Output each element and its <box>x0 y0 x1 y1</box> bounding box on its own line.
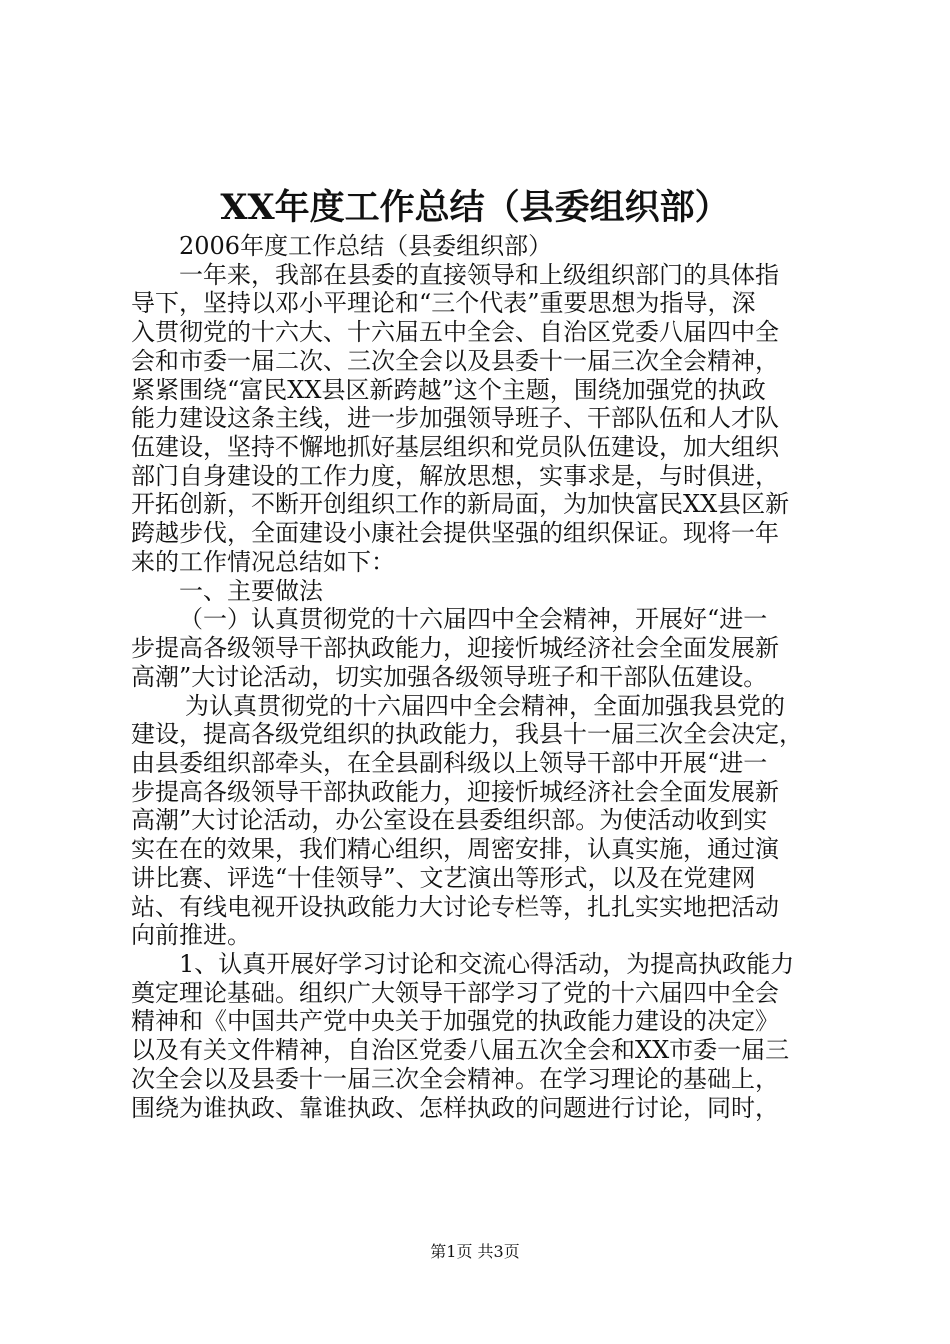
paragraph-line: 开拓创新，不断开创组织工作的新局面，为加快富民XX县区新 <box>131 490 790 519</box>
paragraph-line: 部门自身建设的工作力度，解放思想，实事求是，与时俱进， <box>131 461 779 490</box>
subtitle-line: 2006年度工作总结（县委组织部） <box>179 232 553 260</box>
section-heading: 一、主要做法 <box>179 576 323 605</box>
paragraph-line: 由县委组织部牵头，在全县副科级以上领导干部中开展“进一 <box>131 748 768 777</box>
paragraph-line: 精神和《中国共产党中央关于加强党的执政能力建设的决定》 <box>131 1007 779 1036</box>
paragraph-line: 向前推进。 <box>131 921 251 950</box>
paragraph-line: 高潮”大讨论活动，切实加强各级领导班子和干部队伍建设。 <box>131 662 768 691</box>
paragraph-line: 实在在的效果，我们精心组织，周密安排，认真实施，通过演 <box>131 835 779 864</box>
paragraph-line: 会和市委一届二次、三次全会以及县委十一届三次全会精神， <box>131 346 779 375</box>
paragraph-line: 奠定理论基础。组织广大领导干部学习了党的十六届四中全会 <box>131 978 779 1007</box>
subsection-heading: （一）认真贯彻党的十六届四中全会精神，开展好“进一 <box>179 605 768 634</box>
paragraph-line: 建设，提高各级党组织的执政能力，我县十一届三次全会决定， <box>131 720 803 749</box>
paragraph-line: 一年来，我部在县委的直接领导和上级组织部门的具体指 <box>179 260 779 289</box>
paragraph-line: 步提高各级领导干部执政能力，迎接忻城经济社会全面发展新 <box>131 777 779 806</box>
paragraph-line: 来的工作情况总结如下： <box>131 547 395 576</box>
paragraph-line: 导下，坚持以邓小平理论和“三个代表”重要思想为指导，深 <box>131 289 756 318</box>
page-number-footer: 第1页 共3页 <box>430 1242 520 1261</box>
paragraph-line: 紧紧围绕“富民XX县区新跨越”这个主题，围绕加强党的执政 <box>131 375 766 404</box>
paragraph-line: 高潮”大讨论活动，办公室设在县委组织部。为使活动收到实 <box>131 806 768 835</box>
paragraph-line: 站、有线电视开设执政能力大讨论专栏等，扎扎实实地把活动 <box>131 892 779 921</box>
document-body <box>131 232 831 1122</box>
paragraph-line: 讲比赛、评选“十佳领导”、文艺演出等形式，以及在党建网 <box>131 863 756 892</box>
paragraph-line: 次全会以及县委十一届三次全会精神。在学习理论的基础上， <box>131 1064 779 1093</box>
paragraph-line: 以及有关文件精神，自治区党委八届五次全会和XX市委一届三 <box>131 1036 790 1065</box>
document-title: XX年度工作总结（县委组织部） <box>220 187 730 228</box>
paragraph-line: 1、认真开展好学习讨论和交流心得活动，为提高执政能力 <box>179 949 795 978</box>
paragraph-line: 伍建设，坚持不懈地抓好基层组织和党员队伍建设，加大组织 <box>131 433 779 462</box>
paragraph-line: 能力建设这条主线，进一步加强领导班子、干部队伍和人才队 <box>131 404 779 433</box>
paragraph-line: 为认真贯彻党的十六届四中全会精神，全面加强我县党的 <box>185 691 785 720</box>
paragraph-line: 步提高各级领导干部执政能力，迎接忻城经济社会全面发展新 <box>131 634 779 663</box>
paragraph-line: 入贯彻党的十六大、十六届五中全会、自治区党委八届四中全 <box>131 318 779 347</box>
paragraph-line: 围绕为谁执政、靠谁执政、怎样执政的问题进行讨论，同时， <box>131 1093 779 1122</box>
paragraph-line: 跨越步伐，全面建设小康社会提供坚强的组织保证。现将一年 <box>131 519 779 548</box>
